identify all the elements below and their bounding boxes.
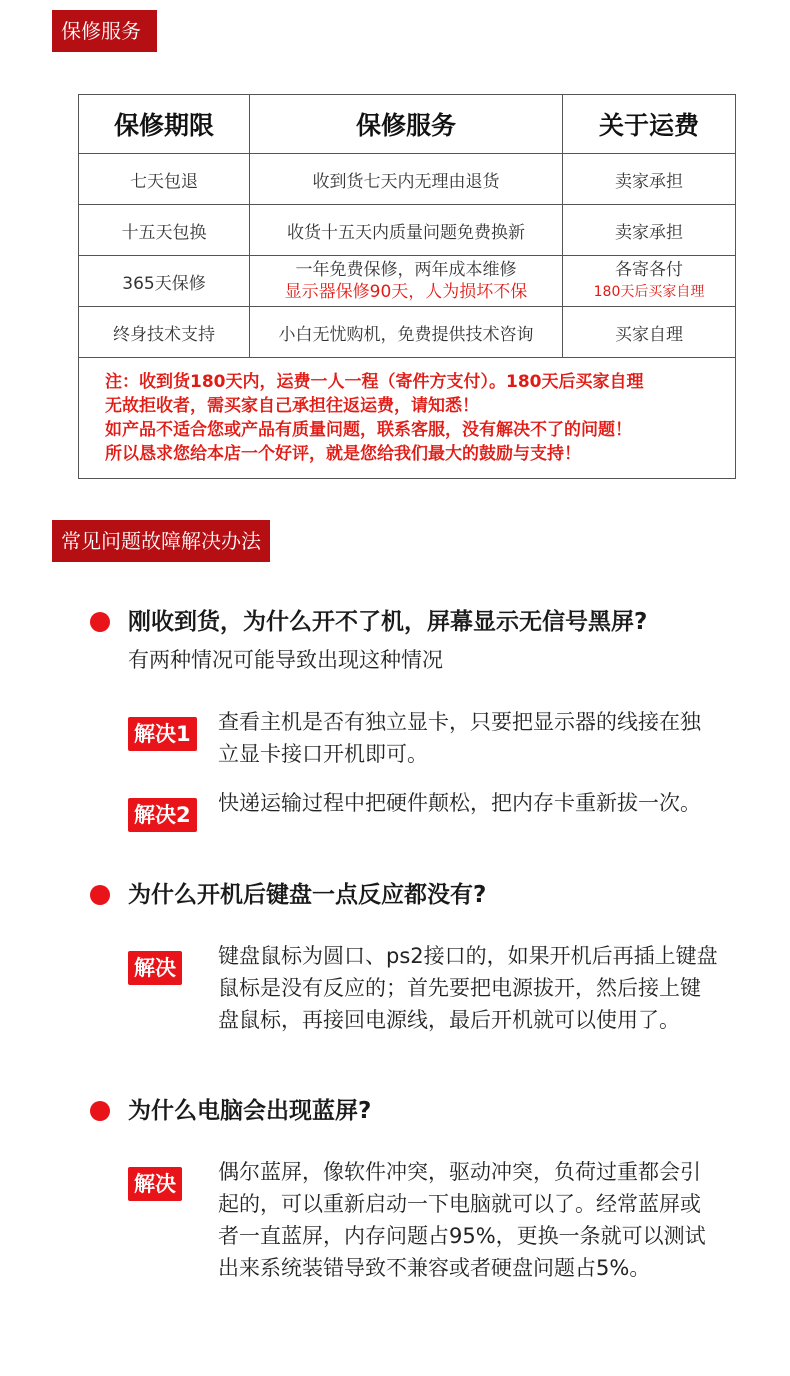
table-notes-row xyxy=(79,358,736,479)
cell-shipping xyxy=(563,256,736,307)
cell-period: 十五天包换 xyxy=(79,205,250,256)
note-line: 注：收到货180天内，运费一人一程（寄件方支付）。180天后买家自理 xyxy=(105,372,644,392)
header-period: 保修期限 xyxy=(79,95,250,154)
solution-badge: 解决 xyxy=(128,951,182,985)
solution-badge: 解决1 xyxy=(128,717,197,751)
table-row xyxy=(79,205,736,256)
table-row xyxy=(79,154,736,205)
solution-text: 查看主机是否有独立显卡，只要把显示器的线接在独立显卡接口开机即可。 xyxy=(218,710,701,766)
service-text: 一年免费保修，两年成本维修 xyxy=(295,260,517,280)
solution-badge: 解决 xyxy=(128,1167,182,1201)
notes-cell xyxy=(79,358,736,479)
note-line: 所以恳求您给本店一个好评，就是您给我们最大的鼓励与支持！ xyxy=(105,444,581,464)
section-title-warranty: 保修服务 xyxy=(52,10,157,52)
header-shipping: 关于运费 xyxy=(563,95,736,154)
bullet-icon xyxy=(90,885,110,905)
question-text: 为什么开机后键盘一点反应都没有? xyxy=(128,882,487,908)
question-text: 为什么电脑会出现蓝屏? xyxy=(128,1098,372,1124)
section-title-faq: 常见问题故障解决办法 xyxy=(52,520,270,562)
cell-service: 小白无忧购机，免费提供技术咨询 xyxy=(250,307,563,358)
table-row xyxy=(79,256,736,307)
solution-badge: 解决2 xyxy=(128,798,197,832)
cell-service: 收到货七天内无理由退货 xyxy=(250,154,563,205)
table-header-row xyxy=(79,95,736,154)
bullet-icon xyxy=(90,1101,110,1121)
cell-shipping: 买家自理 xyxy=(563,307,736,358)
question-text: 刚收到货，为什么开不了机，屏幕显示无信号黑屏? xyxy=(128,609,648,635)
cell-shipping: 卖家承担 xyxy=(563,154,736,205)
note-line: 无故拒收者，需买家自己承担往返运费，请知悉！ xyxy=(105,396,479,416)
cell-period: 终身技术支持 xyxy=(79,307,250,358)
cell-service xyxy=(250,256,563,307)
cell-service: 收货十五天内质量问题免费换新 xyxy=(250,205,563,256)
solution-text: 偶尔蓝屏，像软件冲突，驱动冲突，负荷过重都会引起的，可以重新启动一下电脑就可以了。经常蓝屏或者一直蓝屏，内存问题占95%，更换一条就可以测试出来系统装错导致不兼容或者硬盘问题占5%。 xyxy=(218,1160,706,1280)
solution-text: 键盘鼠标为圆口、ps2接口的，如果开机后再插上键盘鼠标是没有反应的；首先要把电源拔开，然后接上键盘鼠标，再接回电源线，最后开机就可以使用了。 xyxy=(218,944,718,1032)
cell-period: 七天包退 xyxy=(79,154,250,205)
table-row xyxy=(79,307,736,358)
question-subtitle: 有两种情况可能导致出现这种情况 xyxy=(128,648,443,672)
service-note: 显示器保修90天，人为损坏不保 xyxy=(284,282,528,302)
header-service: 保修服务 xyxy=(250,95,563,154)
cell-shipping: 卖家承担 xyxy=(563,205,736,256)
cell-period: 365天保修 xyxy=(79,256,250,307)
note-line: 如产品不适合您或产品有质量问题，联系客服，没有解决不了的问题！ xyxy=(105,420,632,440)
warranty-table xyxy=(78,94,736,479)
bullet-icon xyxy=(90,612,110,632)
solution-text: 快递运输过程中把硬件颠松，把内存卡重新拔一次。 xyxy=(218,791,701,815)
shipping-text: 各寄各付 xyxy=(615,260,683,280)
shipping-note: 180天后买家自理 xyxy=(593,284,705,300)
